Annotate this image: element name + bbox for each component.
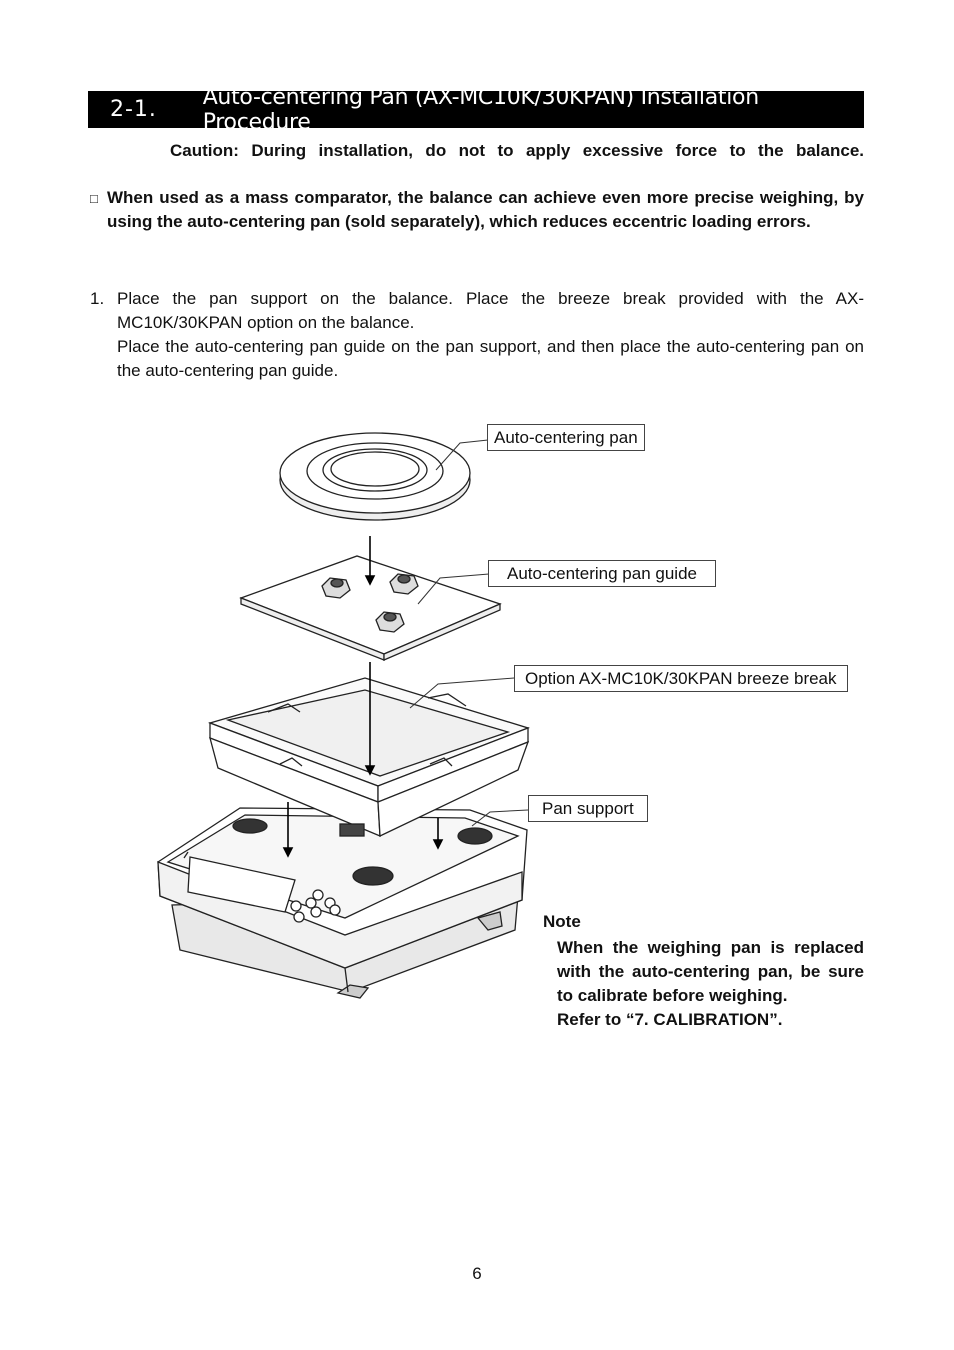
note-body [557,936,864,1032]
caution-text: Caution: During installation, do not to apply excessive force to the balance. [170,141,864,160]
checkbox-bullet-icon: □ [90,191,98,206]
step-1-instruction-1: Place the pan support on the balance. Place the breeze break provided with the AX-MC10K/30KPAN option on the balance. [117,289,864,332]
intro-bullet-text: When used as a mass comparator, the balance can achieve even more precise weighing, by using the auto-centering pan (sold separately), which reduces eccentric loading errors. [107,188,864,231]
callout-pan-support: Pan support [528,795,648,822]
section-title: Auto-centering Pan (AX-MC10K/30KPAN) Installation Procedure [202,84,759,135]
callout-breeze-break: Option AX-MC10K/30KPAN breeze break [514,665,848,692]
note-text-1: When the weighing pan is replaced with the auto-centering pan, be sure to calibrate before weighing. [557,938,864,1005]
section-number: 2-1. [110,97,157,122]
callout-pan-guide: Auto-centering pan guide [488,560,716,587]
note-text-2: Refer to “7. CALIBRATION”. [557,1010,783,1029]
step-1-instruction-2: Place the auto-centering pan guide on the pan support, and then place the auto-centering pan on the auto-centering pan guide. [117,337,864,380]
callout-auto-centering-pan: Auto-centering pan [487,424,645,451]
auto-centering-pan-illustration [280,433,470,520]
note-title: Note [543,912,581,931]
step-number: 1. [90,289,105,308]
page-number: 6 [472,1264,482,1283]
